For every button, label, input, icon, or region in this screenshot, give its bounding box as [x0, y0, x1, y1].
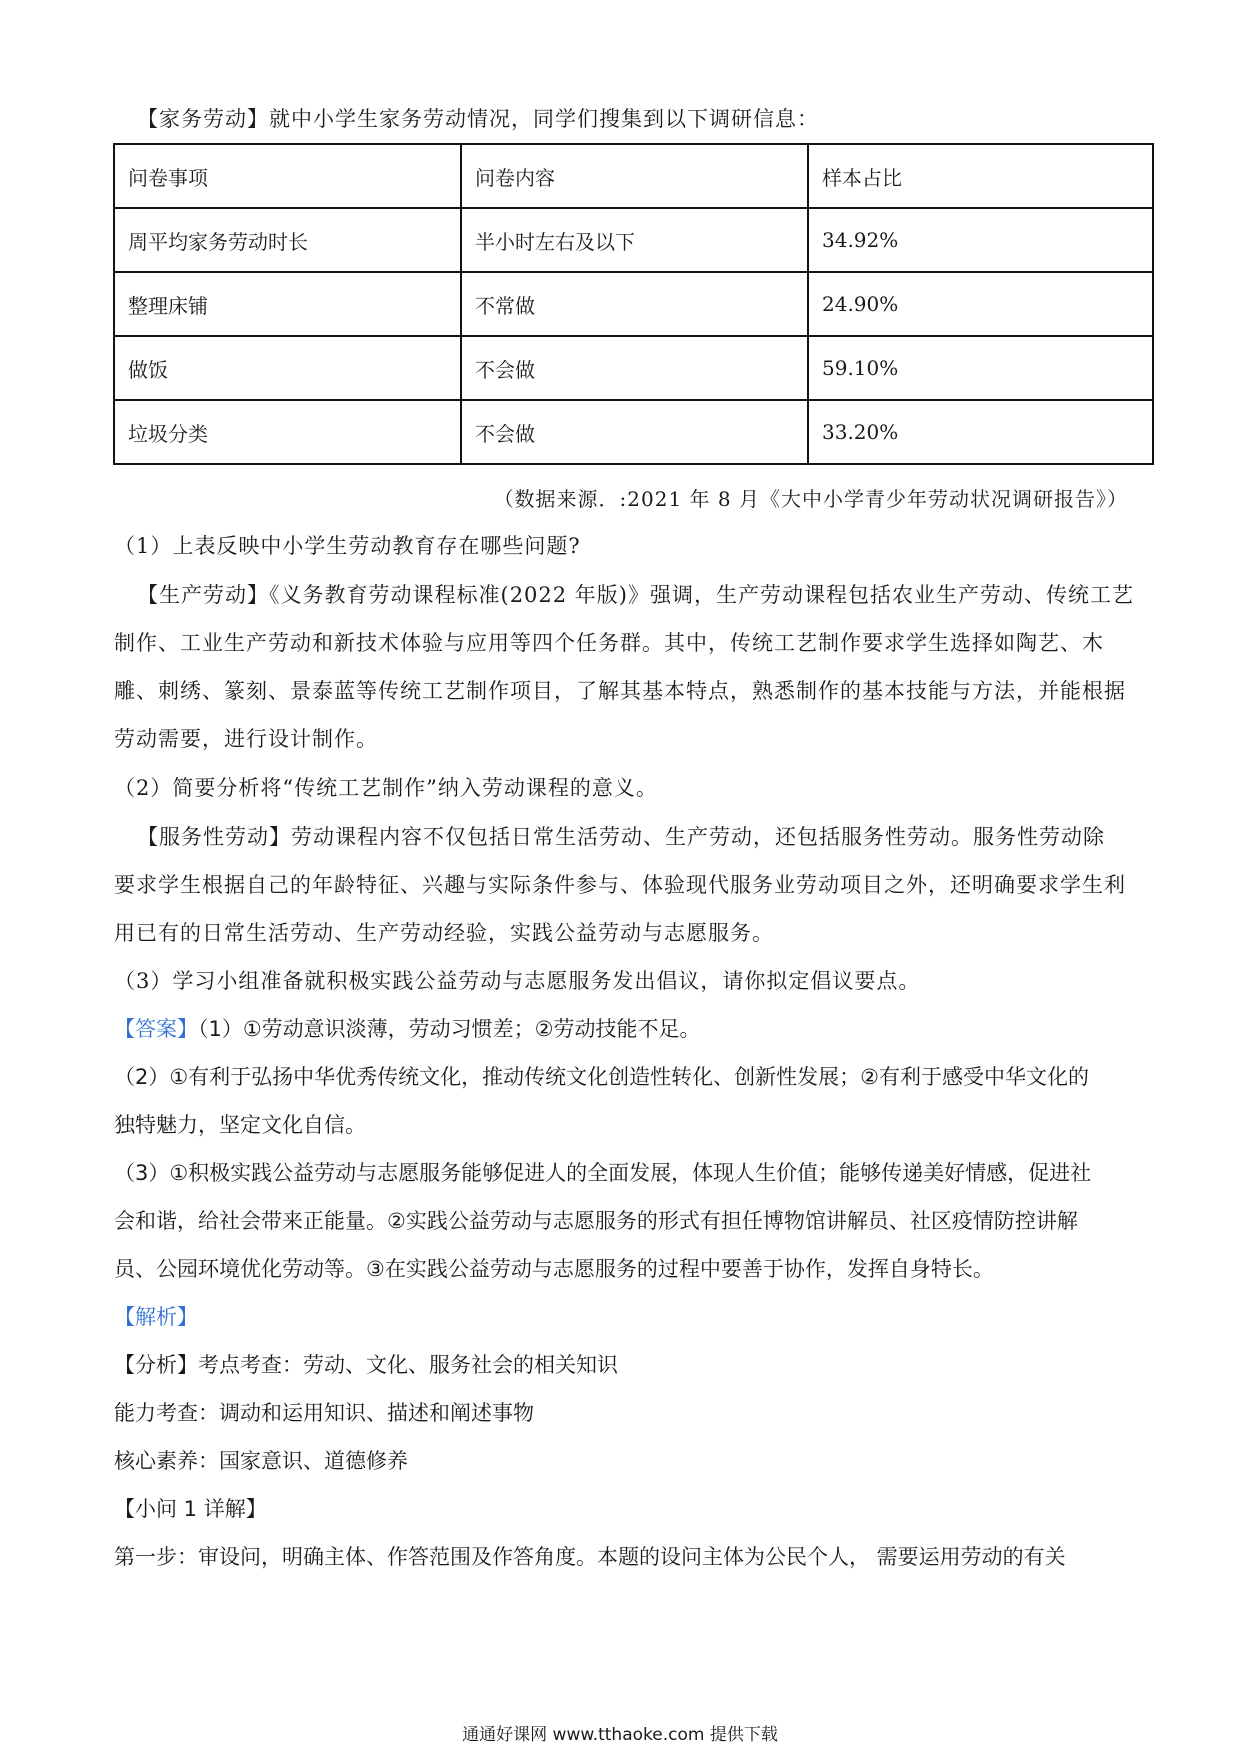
analysis-line: 第一步：审设问，明确主体、作答范围及作答角度。本题的设问主体为公民个人， 需要运用劳动的有关: [114, 1545, 1066, 1569]
intro-text: 【家务劳动】就中小学生家务劳动情况，同学们搜集到以下调研信息：: [137, 107, 819, 131]
question-2: （2）简要分析将“传统工艺制作”纳入劳动课程的意义。: [114, 776, 658, 800]
table-row: [114, 272, 1153, 336]
answer-2-line: （2）①有利于弘扬中华优秀传统文化，推动传统文化创造性转化、创新性发展；②有利于感受中华文化的: [114, 1065, 1090, 1089]
service-paragraph-line: 用已有的日常生活劳动、生产劳动经验，实践公益劳动与志愿服务。: [114, 921, 774, 945]
survey-table: [113, 143, 1154, 465]
analysis-tag: 【解析】: [114, 1305, 198, 1329]
service-paragraph-line: 要求学生根据自己的年龄特征、兴趣与实际条件参与、体验现代服务业劳动项目之外，还明确要求学生利: [114, 873, 1126, 897]
table-row: [114, 336, 1153, 400]
service-paragraph-line: 【服务性劳动】劳动课程内容不仅包括日常生活劳动、生产劳动，还包括服务性劳动。服务性劳动除: [137, 825, 1105, 849]
table-cell: 做饭: [114, 336, 461, 400]
table-header-cell: 问卷内容: [461, 144, 808, 208]
table-row: [114, 208, 1153, 272]
table-row: [114, 400, 1153, 464]
question-1: （1）上表反映中小学生劳动教育存在哪些问题?: [114, 534, 581, 558]
table-cell: 34.92%: [808, 208, 1153, 272]
table-cell: 整理床铺: [114, 272, 461, 336]
answer-3-line: （3）①积极实践公益劳动与志愿服务能够促进人的全面发展，体现人生价值；能够传递美好情感，促进社: [114, 1161, 1092, 1185]
table-cell: 不会做: [461, 336, 808, 400]
answer-1-line: [114, 1014, 1134, 1044]
analysis-line: 【分析】考点考查：劳动、文化、服务社会的相关知识: [114, 1353, 618, 1377]
analysis-line: 核心素养：国家意识、道德修养: [114, 1449, 408, 1473]
table-cell: 不常做: [461, 272, 808, 336]
table-cell: 59.10%: [808, 336, 1153, 400]
production-paragraph-line: 【生产劳动】《义务教育劳动课程标准(2022 年版)》强调，生产劳动课程包括农业生产劳动、传统工艺: [137, 583, 1135, 607]
analysis-subheading: 【小问 1 详解】: [114, 1497, 267, 1521]
question-3: （3）学习小组准备就积极实践公益劳动与志愿服务发出倡议，请你拟定倡议要点。: [114, 969, 921, 993]
answer-3-line: 员、公园环境优化劳动等。③在实践公益劳动与志愿服务的过程中要善于协作，发挥自身特长。: [114, 1257, 994, 1281]
footer-text: 通通好课网 www.tthaoke.com 提供下载: [462, 1725, 778, 1745]
table-cell: 24.90%: [808, 272, 1153, 336]
answer-3-line: 会和谐，给社会带来正能量。②实践公益劳动与志愿服务的形式有担任博物馆讲解员、社区疫情防控讲解: [114, 1209, 1078, 1233]
table-cell: 垃圾分类: [114, 400, 461, 464]
table-header-row: [114, 144, 1153, 208]
table-header-cell: 问卷事项: [114, 144, 461, 208]
answer-1: （1）①劳动意识淡薄，劳动习惯差；②劳动技能不足。: [198, 1017, 701, 1041]
production-paragraph-line: 制作、工业生产劳动和新技术体验与应用等四个任务群。其中，传统工艺制作要求学生选择如陶艺、木: [114, 631, 1104, 655]
table-cell: 半小时左右及以下: [461, 208, 808, 272]
analysis-line: 能力考查：调动和运用知识、描述和阐述事物: [114, 1401, 534, 1425]
table-cell: 周平均家务劳动时长: [114, 208, 461, 272]
data-source-note: （数据来源．:2021 年 8 月《大中小学青少年劳动状况调研报告》）: [493, 487, 1128, 511]
table-header-cell: 样本占比: [808, 144, 1153, 208]
production-paragraph-line: 劳动需要，进行设计制作。: [114, 727, 378, 751]
table-cell: 33.20%: [808, 400, 1153, 464]
answer-2-line: 独特魅力，坚定文化自信。: [114, 1113, 366, 1137]
table-cell: 不会做: [461, 400, 808, 464]
answer-tag: 【答案】: [114, 1017, 198, 1041]
production-paragraph-line: 雕、刺绣、篆刻、景泰蓝等传统工艺制作项目，了解其基本特点，熟悉制作的基本技能与方法，并能根据: [114, 679, 1126, 703]
